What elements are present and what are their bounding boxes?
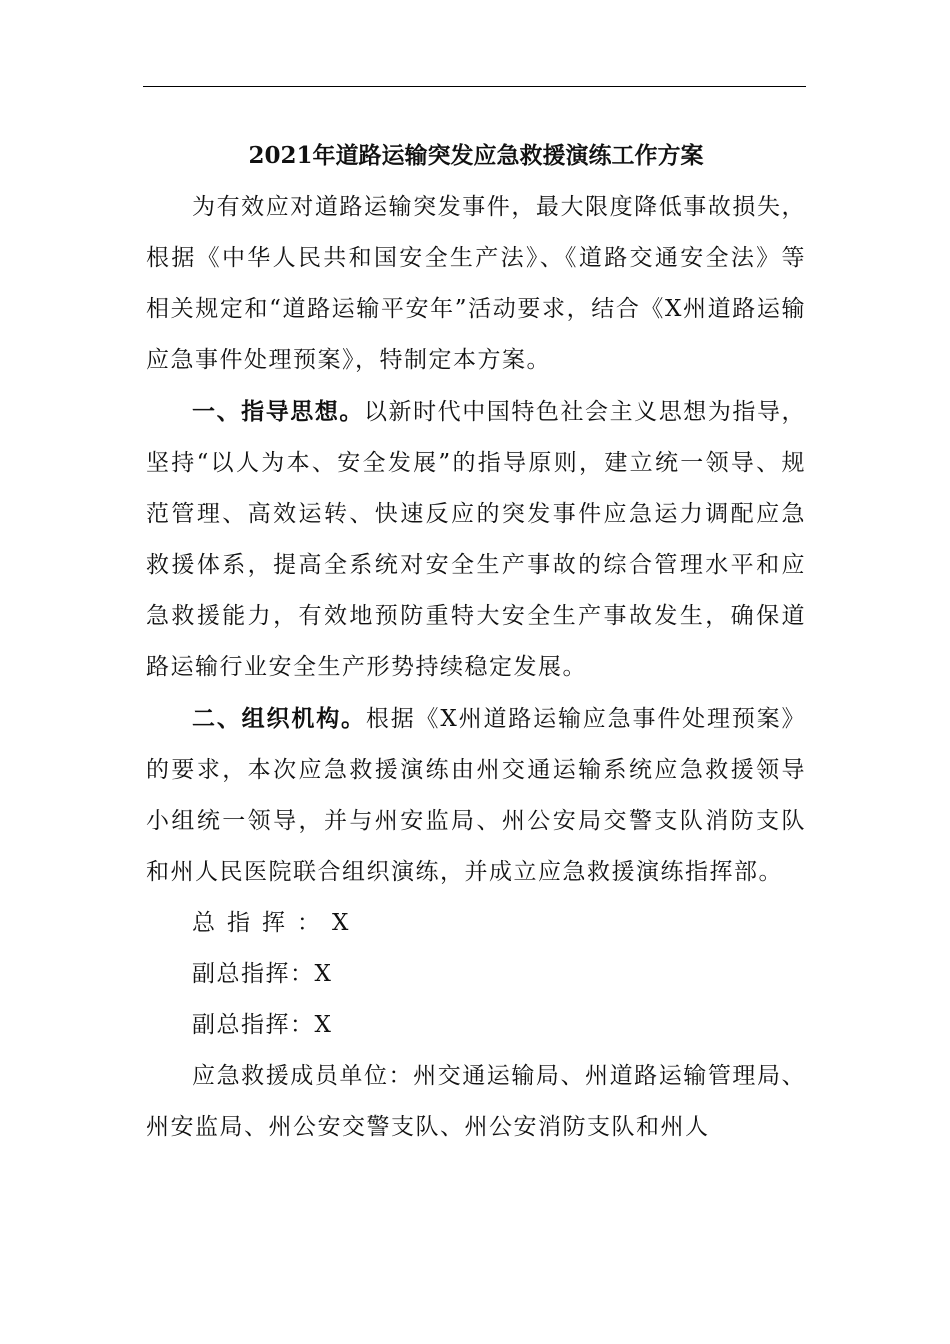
section-guiding-ideology <box>146 386 806 693</box>
document-title: 2021年道路运输突发应急救援演练工作方案 <box>248 142 704 169</box>
section-heading: 二、组织机构。 <box>192 705 366 732</box>
section-text: 以新时代中国特色社会主义思想为指导，坚持“以人为本、安全发展”的指导原则，建立统一领导、规范管理、高效运转、快速反应的突发事件应急运力调配应急救援体系，提高全系统对安全生产事故的综合管理水平和应急救援能力，有效地预防重特大安全生产事故发生，确保道路运输行业安全生产形势持续稳定发展。 <box>146 399 806 680</box>
role-deputy-commander <box>146 1000 806 1051</box>
role-value: X <box>314 1012 333 1038</box>
member-units-paragraph: 应急救援成员单位：州交通运输局、州道路运输管理局、州安监局、州公安交警支队、州公安消防支队和州人 <box>146 1063 806 1140</box>
document-body <box>146 130 806 1153</box>
role-label: 总指挥： <box>192 910 332 936</box>
role-label: 副总指挥： <box>192 1012 315 1038</box>
section-organization <box>146 693 806 898</box>
role-value: X <box>314 961 333 987</box>
command-roles <box>146 898 806 1051</box>
intro-paragraph: 为有效应对道路运输突发事件，最大限度降低事故损失，根据《中华人民共和国安全生产法》、《道路交通安全法》等相关规定和“道路运输平安年”活动要求，结合《X州道路运输应急事件处理预案》，特制定本方案。 <box>146 194 806 373</box>
role-value: X <box>332 910 350 936</box>
role-deputy-commander <box>146 949 806 1000</box>
section-text: 根据《X州道路运输应急事件处理预案》的要求，本次应急救援演练由州交通运输系统应急救援领导小组统一领导，并与州安监局、州公安局交警支队消防支队和州人民医院联合组织演练，并成立应急救援演练指挥部。 <box>146 706 807 885</box>
section-heading: 一、指导思想。 <box>192 398 364 425</box>
role-commander <box>146 898 806 949</box>
header-rule <box>143 86 806 87</box>
role-label: 副总指挥： <box>192 961 315 987</box>
